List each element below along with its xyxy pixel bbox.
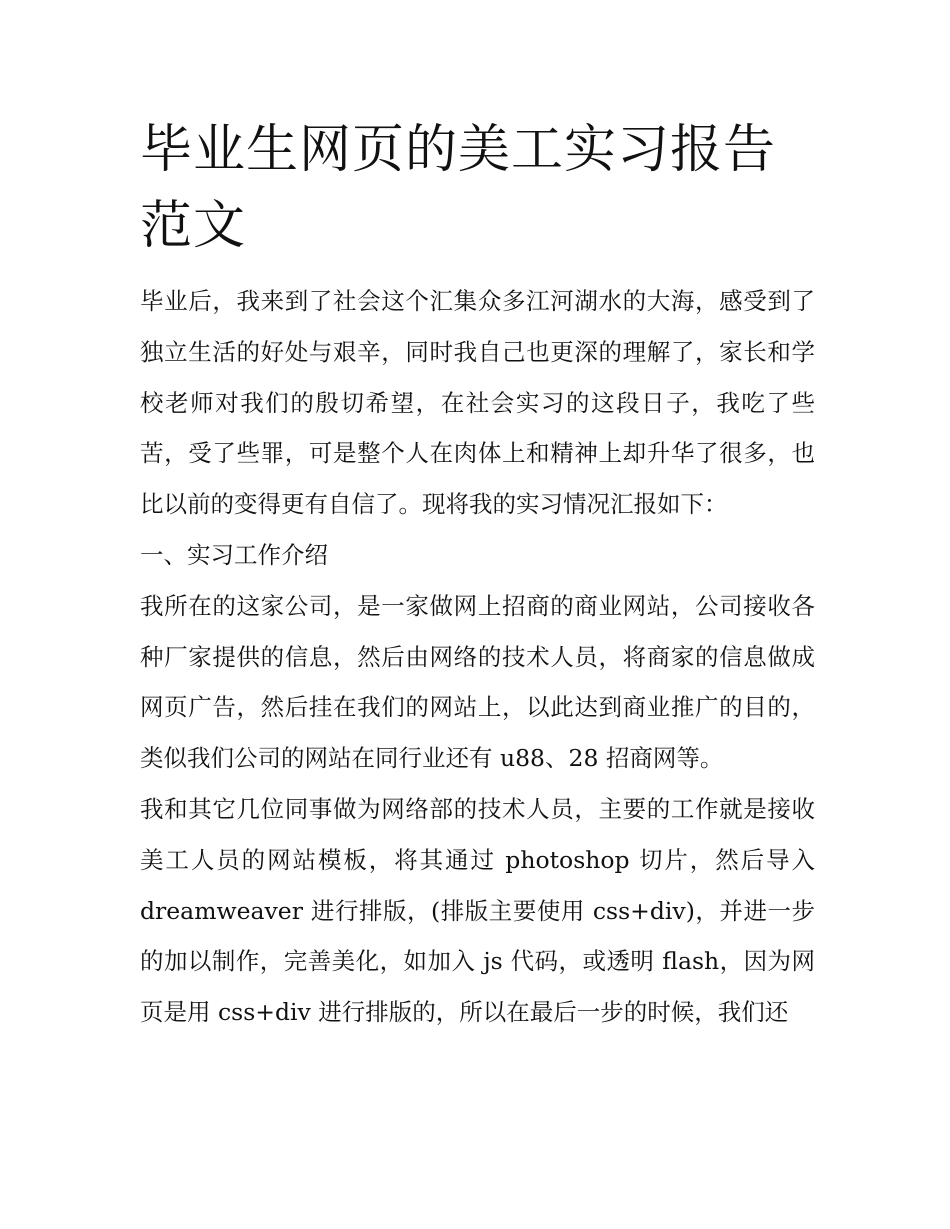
document-title: 毕业生网页的美工实习报告范文 <box>140 120 777 256</box>
document-body <box>140 276 815 1038</box>
paragraph-work: 我和其它几位同事做为网络部的技术人员，主要的工作就是接收美工人员的网站模板，将其通过 photoshop 切片，然后导入 dreamweaver 进行排版，(排版主要使用 css+div)，并进一步的加以制作，完善美化，如加入 js 代码，或透明 flash，因为网页是用 css+div 进行排版的，所以在最后一步的时候，我们还 <box>140 794 815 1027</box>
section-heading: 一、实习工作介绍 <box>140 540 328 569</box>
paragraph-company: 我所在的这家公司，是一家做网上招商的商业网站，公司接收各种厂家提供的信息，然后由网络的技术人员，将商家的信息做成网页广告，然后挂在我们的网站上，以此达到商业推广的目的，类似我们公司的网站在同行业还有 u88、28 招商网等。 <box>140 591 815 773</box>
paragraph-intro: 毕业后，我来到了社会这个汇集众多江河湖水的大海，感受到了独立生活的好处与艰辛，同时我自己也更深的理解了，家长和学校老师对我们的殷切希望，在社会实习的这段日子，我吃了些苦，受了些罪，可是整个人在肉体上和精神上却升华了很多，也比以前的变得更有自信了。现将我的实习情况汇报如下： <box>140 287 815 519</box>
